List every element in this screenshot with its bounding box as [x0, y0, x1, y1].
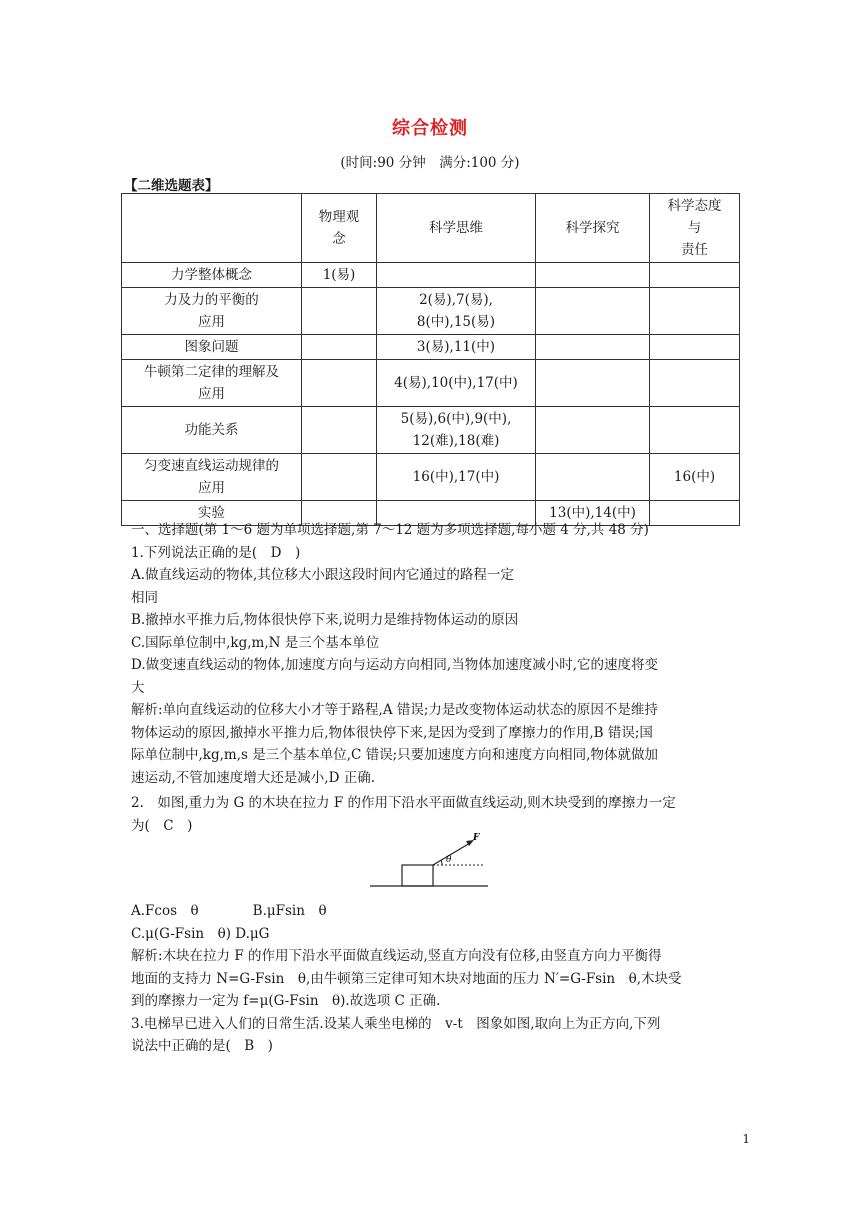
table-row: [122, 288, 740, 335]
question-cell: [650, 454, 740, 501]
topic-cell-line: 实验: [198, 505, 225, 521]
question-1-section: [131, 519, 736, 789]
question-cell-line: 16(中),17(中): [412, 469, 500, 485]
text-line: C.μ(G-Fsin θ) D.μG: [131, 925, 270, 942]
topic-cell: [122, 454, 302, 501]
text-line: 大: [131, 679, 145, 696]
text-line: 速运动,不管加速度增大还是减小,D 正确.: [131, 769, 375, 786]
topic-table-body: [122, 194, 740, 526]
text-line: D.做变速直线运动的物体,加速度方向与运动方向相同,当物体加速度减小时,它的速度将变: [131, 657, 659, 673]
topic-cell-line: 应用: [198, 480, 225, 496]
question-cell: [536, 288, 650, 335]
question-cell: [302, 335, 377, 360]
topic-cell: [122, 288, 302, 335]
text-line: 解析:木块在拉力 F 的作用下沿水平面做直线运动,竖直方向没有位移,由竖直方向力平衡得: [131, 948, 662, 964]
text-line: A.Fcos θ B.μFsin θ: [131, 903, 327, 919]
topic-table: [121, 193, 740, 526]
text-line: C.国际单位制中,kg,m,N 是三个基本单位: [131, 634, 380, 651]
table-row: [122, 407, 740, 454]
question-cell: [536, 263, 650, 288]
question-cell: [302, 407, 377, 454]
table-header-cell-line: 科学探究: [565, 220, 620, 236]
table-row: [122, 335, 740, 360]
question-cell-line: 3(易),11(中): [416, 339, 496, 355]
table-header-cell: [302, 194, 377, 263]
table-header-cell-line: 科学态度: [667, 198, 722, 214]
question-cell: [377, 263, 536, 288]
question-cell-line: 2(易),7(易),: [419, 292, 493, 308]
angle-arc: [441, 860, 442, 865]
question-2-section: [131, 792, 736, 837]
question-cell: [650, 407, 740, 454]
question-cell-line: 8(中),15(易): [416, 314, 496, 330]
question-cell: [302, 360, 377, 407]
table-header-cell-line: 与: [687, 220, 702, 236]
topic-cell-line: 牛顿第二定律的理解及: [144, 364, 279, 380]
table-header-cell: [536, 194, 650, 263]
question-cell: [650, 288, 740, 335]
question-cell-line: 13(中),14(中): [549, 505, 636, 521]
table-row: [122, 263, 740, 288]
question-cell-line: 4(易),10(中),17(中): [394, 375, 518, 391]
table-header-cell-line: 念: [332, 231, 346, 247]
table-header-cell: [650, 194, 740, 263]
text-line: B.撤掉水平推力后,物体很快停下来,说明力是维持物体运动的原因: [131, 612, 519, 628]
table-label: 【二维选题表】: [124, 178, 219, 194]
question-cell-line: 1(易): [322, 267, 356, 283]
topic-cell: [122, 263, 302, 288]
question-cell: [377, 335, 536, 360]
page-title: 综合检测: [392, 118, 468, 139]
topic-cell-line: 功能关系: [184, 422, 239, 438]
question-cell: [536, 360, 650, 407]
text-line: 地面的支持力 N=G-Fsin θ,由牛顿第三定律可知木块对地面的压力 N′=G-Fsin θ,木块受: [131, 970, 682, 987]
text-line: 到的摩擦力一定为 f=μ(G-Fsin θ).故选项 C 正确.: [131, 993, 441, 1009]
text-line: 为( C ): [131, 817, 193, 834]
text-line: 一、选择题(第 1～6 题为单项选择题,第 7～12 题为多项选择题,每小题 4 分,共 48 分): [131, 522, 649, 538]
table-header-cell: [122, 194, 302, 263]
angle-label: θ: [446, 855, 452, 865]
topic-cell: [122, 335, 302, 360]
topic-cell-line: 力及力的平衡的: [164, 292, 259, 308]
topic-cell: [122, 407, 302, 454]
topic-cell: [122, 360, 302, 407]
question-cell: [536, 407, 650, 454]
question-cell: [650, 263, 740, 288]
text-line: 相同: [131, 589, 158, 606]
question-cell: [377, 288, 536, 335]
text-line: 3.电梯早已进入人们的日常生活.设某人乘坐电梯的 v-t 图象如图,取向上为正方向,下列: [131, 1015, 661, 1032]
table-header-cell-line: 责任: [681, 242, 708, 258]
text-line: 物体运动的原因,撤掉水平推力后,物体很快停下来,是因为受到了摩擦力的作用,B 错误;国: [131, 724, 653, 741]
question-cell: [377, 407, 536, 454]
table-header-cell-line: 科学思维: [429, 220, 483, 236]
topic-cell-line: 应用: [198, 314, 225, 330]
question-cell: [377, 360, 536, 407]
question-cell-line: 16(中): [673, 469, 716, 485]
question-cell: [650, 360, 740, 407]
question-cell: [377, 454, 536, 501]
table-row: [122, 454, 740, 501]
question-cell: [536, 335, 650, 360]
table-row: [122, 360, 740, 407]
block-force-figure: [366, 832, 492, 892]
question-cell: [302, 288, 377, 335]
question-cell: [650, 335, 740, 360]
table-header-cell: [377, 194, 536, 263]
wooden-block: [402, 865, 433, 886]
text-line: 2. 如图,重力为 G 的木块在拉力 F 的作用下沿水平面做直线运动,则木块受到的摩擦力一定: [131, 795, 676, 811]
text-line: 1.下列说法正确的是( D ): [131, 544, 301, 561]
topic-cell-line: 力学整体概念: [171, 267, 252, 283]
question-cell: [302, 263, 377, 288]
text-line: 解析:单向直线运动的位移大小才等于路程,A 错误;力是改变物体运动状态的原因不是维持: [131, 702, 658, 718]
table-header-row: [122, 194, 740, 263]
force-arrow-line: [433, 843, 470, 865]
topic-cell-line: 匀变速直线运动规律的: [144, 458, 279, 474]
text-line: 际单位制中,kg,m,s 是三个基本单位,C 错误;只要加速度方向和速度方向相同,物体就做加: [131, 747, 658, 763]
question-cell: [302, 454, 377, 501]
text-line: 说法中正确的是( B ): [131, 1038, 273, 1054]
question-cell: [536, 454, 650, 501]
question-cell-line: 5(易),6(中),9(中),: [400, 411, 512, 427]
question-cell-line: 12(难),18(难): [412, 433, 500, 449]
question-2-options-and-3: [131, 900, 736, 1058]
table-header-cell-line: 物理观: [318, 209, 360, 225]
exam-time-score: (时间:90 分钟 满分:100 分): [340, 155, 520, 171]
force-label: F: [473, 833, 480, 843]
page-number: 1: [742, 1132, 750, 1146]
text-line: A.做直线运动的物体,其位移大小跟这段时间内它通过的路程一定: [131, 567, 514, 583]
topic-cell-line: 应用: [198, 386, 225, 402]
topic-cell-line: 图象问题: [184, 339, 239, 355]
